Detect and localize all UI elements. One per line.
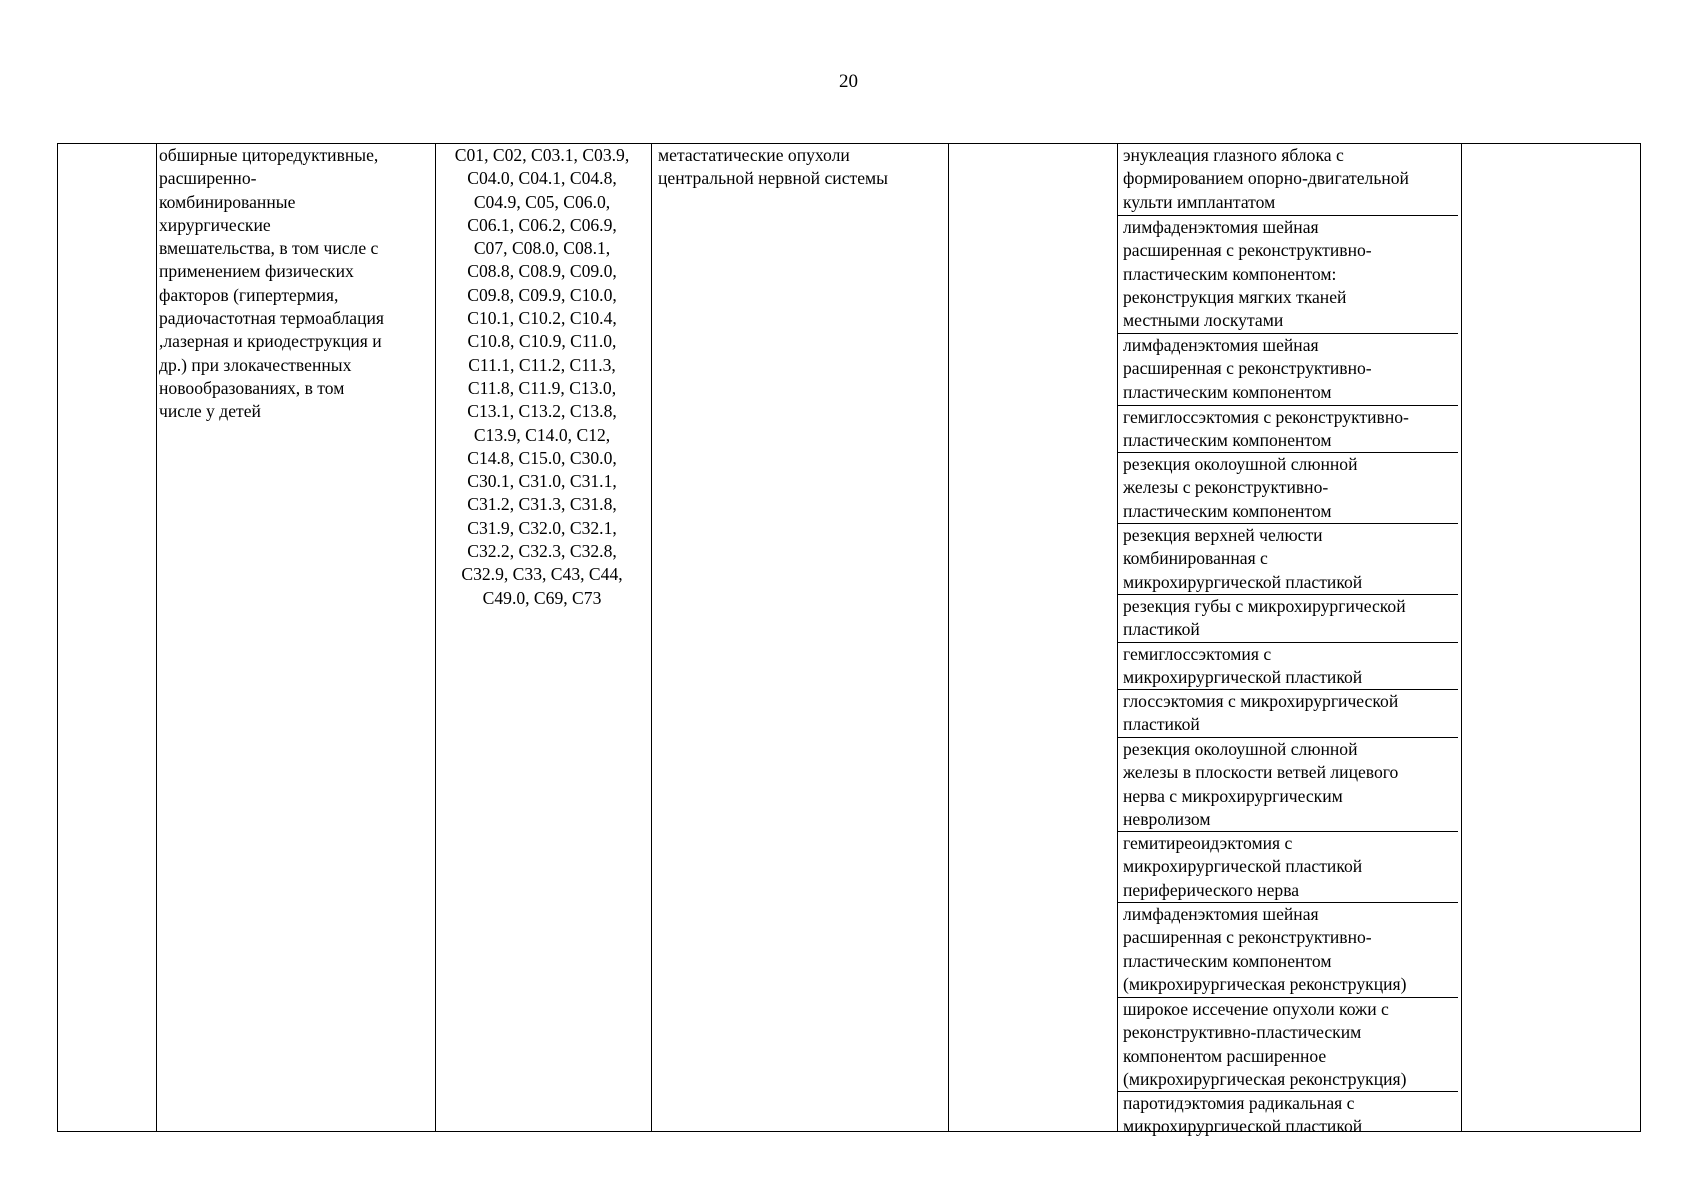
procedure-item: резекция верхней челюсти комбинированная с микрохирургической пластикой bbox=[1118, 524, 1458, 595]
procedure-item: гемитиреоидэктомия с микрохирургической пластикой периферического нерва bbox=[1118, 832, 1458, 903]
procedure-item: лимфаденэктомия шейная расширенная с реконструктивно- пластическим компонентом (микрохирургическая реконструкция) bbox=[1118, 903, 1458, 998]
procedure-item: энуклеация глазного яблока с формированием опорно-двигательной культи имплантатом bbox=[1118, 144, 1458, 216]
page-number: 20 bbox=[839, 71, 858, 92]
intervention-description-cell: обширные циторедуктивные, расширенно- комбинированные хирургические вмешательства, в том числе с применением физических факторов (гипертермия, радиочастотная термоаблация ,лазерная и криодеструкция и др.) при злокачественных новообразованиях, в том числе у детей bbox=[159, 145, 384, 422]
procedure-item: паротидэктомия радикальная с микрохирургической пластикой bbox=[1123, 1093, 1363, 1137]
procedure-item: гемиглоссэктомия с микрохирургической пластикой bbox=[1118, 643, 1458, 690]
procedure-item: резекция губы с микрохирургической пластикой bbox=[1118, 595, 1458, 643]
procedure-item: широкое иссечение опухоли кожи с реконструктивно-пластическим компонентом расширенное (микрохирургическая реконструкция) bbox=[1118, 998, 1458, 1092]
procedure-item: лимфаденэктомия шейная расширенная с реконструктивно- пластическим компонентом: реконструкция мягких тканей местными лоскутами bbox=[1118, 216, 1458, 334]
procedures-list bbox=[1118, 144, 1458, 1138]
procedure-item: резекция околоушной слюнной железы с реконструктивно- пластическим компонентом bbox=[1118, 453, 1458, 524]
procedure-item: гемиглоссэктомия с реконструктивно- пластическим компонентом bbox=[1118, 406, 1458, 453]
procedure-item: резекция околоушной слюнной железы в плоскости ветвей лицевого нерва с микрохирургическим невролизом bbox=[1118, 738, 1458, 832]
column-divider bbox=[435, 144, 436, 1131]
medical-care-table bbox=[57, 143, 1641, 1137]
column-divider bbox=[948, 144, 949, 1131]
icd-codes-cell: C01, C02, C03.1, C03.9, C04.0, C04.1, C04.8, C04.9, C05, C06.0, C06.1, C06.2, C06.9, C07, C08.0, C08.1, C08.8, C08.9, C09.0, C09.8, C09.9, C10.0, C10.1, C10.2, C10.4, C10.8, C10.9, C11.0, C11.1, C11.2, C11.3, C11.8, C11.9, C13.0, C13.1, C13.2, C13.8, C13.9, C14.0, C12, C14.8, C15.0, C30.0, C30.1, C31.0, C31.1, C31.2, C31.3, C31.8, C31.9, C32.0, C32.1, C32.2, C32.3, C32.8, C32.9, C33, C43, C44, C49.0, C69, C73 bbox=[454, 145, 630, 608]
column-divider bbox=[651, 144, 652, 1131]
column-divider bbox=[156, 144, 157, 1131]
patient-model-cell: метастатические опухоли центральной нервной системы bbox=[658, 145, 888, 189]
column-divider bbox=[1461, 144, 1462, 1131]
procedure-item: глоссэктомия с микрохирургической пластикой bbox=[1118, 690, 1458, 738]
procedure-item: лимфаденэктомия шейная расширенная с реконструктивно- пластическим компонентом bbox=[1118, 334, 1458, 406]
